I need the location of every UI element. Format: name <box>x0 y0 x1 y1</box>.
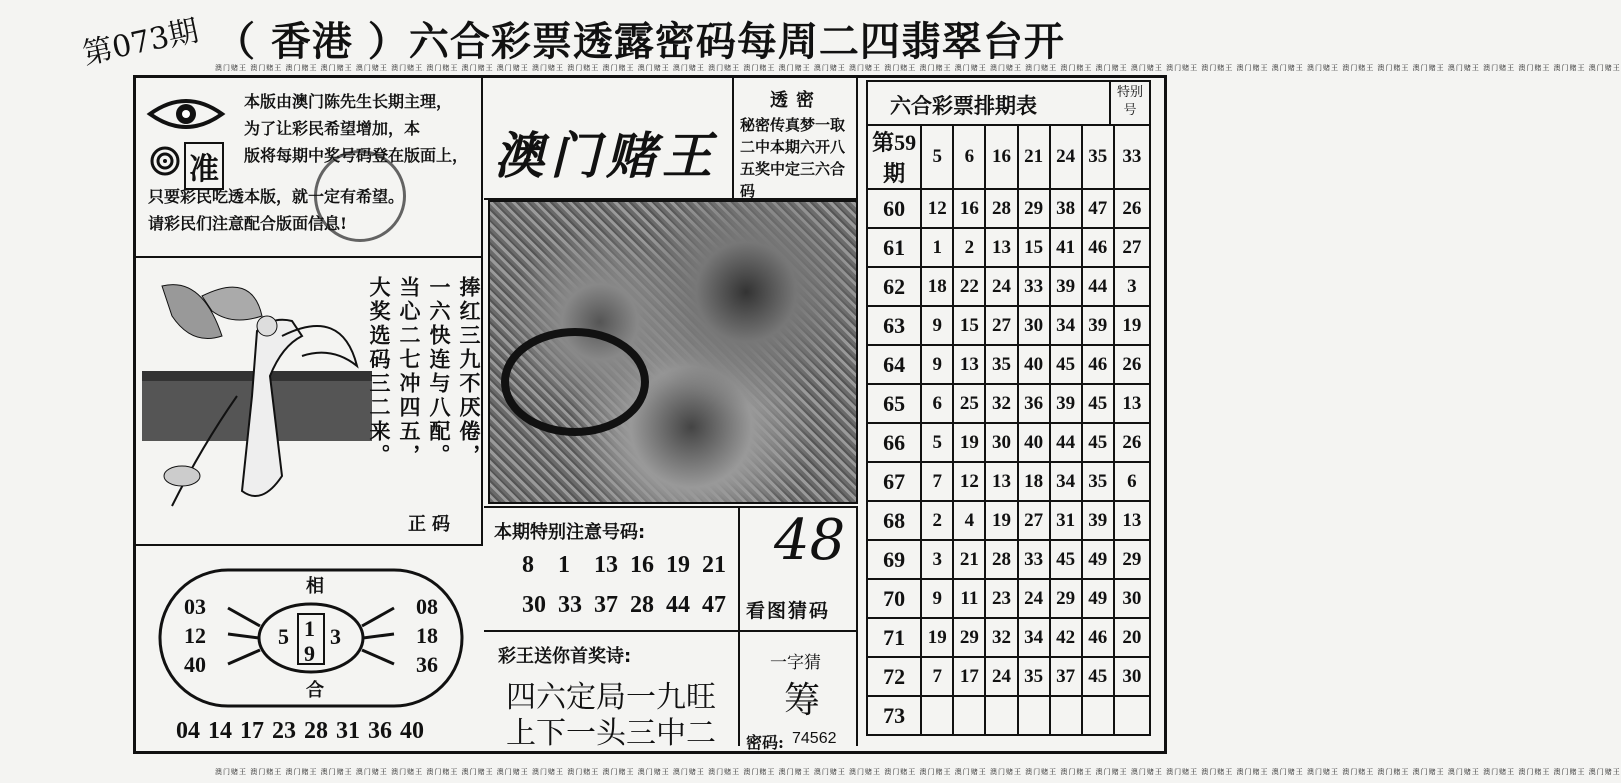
period-cell: 73 <box>867 696 921 735</box>
intro-line-5: 请彩民们注意配合版面信息! <box>148 214 348 233</box>
number-cell: 40 <box>1018 423 1050 462</box>
number-cell: 42 <box>1050 618 1082 657</box>
special-number-cell: 3 <box>1114 267 1150 306</box>
special-number-cell: 29 <box>1114 540 1150 579</box>
oval-center-left: 5 <box>278 624 289 649</box>
secret-text: 秘密传真梦一取二中本期六开八五奖中定三六合码 <box>740 116 846 200</box>
picguess-box <box>740 506 858 632</box>
number-cell: 46 <box>1082 228 1114 267</box>
table-row <box>867 125 1150 189</box>
oval-section <box>136 546 481 746</box>
number-cell: 30 <box>1018 306 1050 345</box>
brand-title: 澳门赌王 <box>494 127 718 185</box>
intro-box <box>136 78 483 258</box>
intro-line-4: 只要彩民吃透本版，就一定有希望。 <box>148 187 405 206</box>
period-cell: 64 <box>867 345 921 384</box>
table-row <box>867 306 1150 345</box>
special-number-cell: 30 <box>1114 657 1150 696</box>
number-cell <box>953 696 985 735</box>
intro-line-1: 本版由澳门陈先生长期主理， <box>244 92 453 111</box>
special-number-cell: 19 <box>1114 306 1150 345</box>
stamp-char: 准 <box>184 142 224 190</box>
number-cell: 15 <box>1018 228 1050 267</box>
number-cell: 19 <box>921 618 953 657</box>
number-cell: 32 <box>985 384 1017 423</box>
number-cell: 9 <box>921 579 953 618</box>
riddle-code-label: 密码: <box>746 733 784 752</box>
number-cell: 44 <box>1050 423 1082 462</box>
number-cell: 39 <box>1082 306 1114 345</box>
table-row <box>867 189 1150 228</box>
table-row <box>867 579 1150 618</box>
riddle-code: 74562 <box>792 730 837 747</box>
number-cell: 47 <box>1082 189 1114 228</box>
number-cell: 25 <box>953 384 985 423</box>
table-row <box>867 267 1150 306</box>
oval-right-num-3: 36 <box>416 652 438 677</box>
number-cell: 16 <box>953 189 985 228</box>
special-number-cell: 33 <box>1114 125 1150 189</box>
special-number-cell: 20 <box>1114 618 1150 657</box>
border-strip-bottom: 澳门赌王 澳门赌王 澳门赌王 澳门赌王 澳门赌王 澳门赌王 澳门赌王 澳门赌王 澳门赌王 澳门赌王 澳门赌王 澳门赌王 澳门赌王 澳门赌王 澳门赌王 澳门赌王 澳门赌王 澳门赌王 澳门赌王 澳门赌王 澳门赌王 澳门赌王 澳门赌王 澳门赌王 澳门赌王 澳门赌王 澳门赌王 澳门赌王 澳门赌王 澳门赌王 澳门赌王 澳门赌王 澳门赌王 澳门赌王 澳门赌王 澳门赌王 澳门赌王 澳门赌王 澳门赌王 澳门赌王 <box>215 768 1621 776</box>
table-row <box>867 696 1150 735</box>
secret-label: 透密 <box>770 90 822 111</box>
number-cell: 34 <box>1050 306 1082 345</box>
number-cell: 24 <box>1018 579 1050 618</box>
table-row <box>867 618 1150 657</box>
number-cell: 29 <box>1050 579 1082 618</box>
number-cell: 35 <box>1082 125 1114 189</box>
number-cell: 39 <box>1050 384 1082 423</box>
number-cell: 12 <box>921 189 953 228</box>
oval-center-top: 1 <box>304 616 315 641</box>
number-cell: 6 <box>953 125 985 189</box>
table-row <box>867 657 1150 696</box>
number-cell <box>1050 696 1082 735</box>
number-cell: 28 <box>985 189 1017 228</box>
border-strip-top: 澳门赌王 澳门赌王 澳门赌王 澳门赌王 澳门赌王 澳门赌王 澳门赌王 澳门赌王 澳门赌王 澳门赌王 澳门赌王 澳门赌王 澳门赌王 澳门赌王 澳门赌王 澳门赌王 澳门赌王 澳门赌王 澳门赌王 澳门赌王 澳门赌王 澳门赌王 澳门赌王 澳门赌王 澳门赌王 澳门赌王 澳门赌王 澳门赌王 澳门赌王 澳门赌王 澳门赌王 澳门赌王 澳门赌王 澳门赌王 澳门赌王 澳门赌王 澳门赌王 澳门赌王 澳门赌王 澳门赌王 <box>215 64 1621 72</box>
number-cell: 37 <box>1050 657 1082 696</box>
oval-right-num-2: 18 <box>416 623 438 648</box>
poem-box <box>136 256 483 546</box>
number-cell: 13 <box>985 228 1017 267</box>
special-number-cell: 13 <box>1114 501 1150 540</box>
oval-bottom-numbers: 04 14 17 23 28 31 36 40 <box>176 718 424 744</box>
schedule-table <box>866 124 1151 736</box>
special-number-cell: 30 <box>1114 579 1150 618</box>
number-cell: 18 <box>921 267 953 306</box>
special-number-cell: 26 <box>1114 423 1150 462</box>
number-cell: 9 <box>921 306 953 345</box>
period-cell: 第59期 <box>867 125 921 189</box>
oval-left-num-1: 03 <box>184 594 206 619</box>
table-row <box>867 540 1150 579</box>
number-cell: 7 <box>921 657 953 696</box>
number-cell: 5 <box>921 423 953 462</box>
photo-image <box>488 200 858 504</box>
prize-poem-title: 彩王送你首奖诗: <box>498 646 632 667</box>
table-row <box>867 462 1150 501</box>
period-cell: 61 <box>867 228 921 267</box>
prize-poem-line-2: 上下一头三中二 <box>506 716 716 751</box>
number-cell: 31 <box>1050 501 1082 540</box>
prize-poem-line-1: 四六定局一九旺 <box>506 680 716 715</box>
target-icon <box>150 146 180 180</box>
number-cell: 34 <box>1018 618 1050 657</box>
period-cell: 71 <box>867 618 921 657</box>
period-cell: 68 <box>867 501 921 540</box>
brand-box <box>484 78 734 200</box>
period-cell: 60 <box>867 189 921 228</box>
number-cell: 15 <box>953 306 985 345</box>
number-cell: 27 <box>985 306 1017 345</box>
number-cell: 40 <box>1018 345 1050 384</box>
number-cell: 32 <box>985 618 1017 657</box>
number-cell: 9 <box>921 345 953 384</box>
poem-col-4: 大奖选码三二来。 <box>367 276 391 468</box>
period-cell: 66 <box>867 423 921 462</box>
number-cell: 33 <box>1018 540 1050 579</box>
oval-center-bottom: 9 <box>304 641 315 666</box>
number-cell: 1 <box>921 228 953 267</box>
number-cell: 18 <box>1018 462 1050 501</box>
number-cell: 39 <box>1082 501 1114 540</box>
number-cell: 41 <box>1050 228 1082 267</box>
period-cell: 72 <box>867 657 921 696</box>
number-cell: 23 <box>985 579 1017 618</box>
special-number-cell: 27 <box>1114 228 1150 267</box>
picguess-label: 看图猜码 <box>746 600 831 622</box>
number-cell: 2 <box>953 228 985 267</box>
oval-left-num-3: 40 <box>184 652 206 677</box>
schedule-title: 六合彩票排期表 <box>890 94 1037 118</box>
number-cell: 35 <box>985 345 1017 384</box>
page-title: （ 香港 ）六合彩票透露密码每周二四翡翠台开 <box>215 19 1065 65</box>
handwritten-number: 48 <box>774 508 846 573</box>
number-cell: 16 <box>985 125 1017 189</box>
number-cell: 46 <box>1082 618 1114 657</box>
special-title: 本期特别注意号码: <box>494 522 646 543</box>
number-cell: 45 <box>1050 540 1082 579</box>
oval-bottom-char: 合 <box>306 680 324 701</box>
period-cell: 62 <box>867 267 921 306</box>
number-cell: 5 <box>921 125 953 189</box>
riddle-box <box>740 630 858 752</box>
number-cell: 11 <box>953 579 985 618</box>
period-cell: 63 <box>867 306 921 345</box>
number-cell: 44 <box>1082 267 1114 306</box>
illustration-figure <box>142 276 372 526</box>
period-cell: 65 <box>867 384 921 423</box>
schedule-title-box <box>866 80 1111 124</box>
number-cell: 22 <box>953 267 985 306</box>
number-cell: 2 <box>921 501 953 540</box>
number-cell: 29 <box>1018 189 1050 228</box>
number-cell: 12 <box>953 462 985 501</box>
special-number-cell: 26 <box>1114 189 1150 228</box>
number-cell: 13 <box>953 345 985 384</box>
number-cell: 28 <box>985 540 1017 579</box>
poem-col-3: 当心二七冲四五， <box>397 276 421 468</box>
number-cell: 6 <box>921 384 953 423</box>
period-cell: 70 <box>867 579 921 618</box>
riddle-char: 筹 <box>784 680 821 721</box>
table-row <box>867 384 1150 423</box>
number-cell: 39 <box>1050 267 1082 306</box>
special-col-label: 特别号 <box>1116 85 1143 118</box>
oval-top-char: 相 <box>306 576 324 597</box>
number-cell: 49 <box>1082 579 1114 618</box>
number-cell <box>985 696 1017 735</box>
poem-col-2: 一六快连与八配。 <box>427 276 451 468</box>
number-cell <box>1018 696 1050 735</box>
table-row <box>867 501 1150 540</box>
table-row <box>867 345 1150 384</box>
period-cell: 67 <box>867 462 921 501</box>
number-cell: 49 <box>1082 540 1114 579</box>
prize-poem-box <box>484 630 740 751</box>
number-cell: 45 <box>1082 423 1114 462</box>
number-cell: 27 <box>1018 501 1050 540</box>
number-cell: 24 <box>985 657 1017 696</box>
eye-icon <box>148 94 224 138</box>
period-cell: 69 <box>867 540 921 579</box>
intro-line-3: 版将每期中奖号码登在版面上， <box>244 146 469 165</box>
special-number-cell: 6 <box>1114 462 1150 501</box>
special-number-cell <box>1114 696 1150 735</box>
number-cell <box>921 696 953 735</box>
table-row <box>867 228 1150 267</box>
number-cell: 29 <box>953 618 985 657</box>
number-cell: 13 <box>985 462 1017 501</box>
special-number-cell: 26 <box>1114 345 1150 384</box>
special-number-cell: 13 <box>1114 384 1150 423</box>
number-cell: 36 <box>1018 384 1050 423</box>
number-cell: 35 <box>1018 657 1050 696</box>
number-cell: 45 <box>1082 657 1114 696</box>
oval-center-right: 3 <box>330 624 341 649</box>
number-cell: 4 <box>953 501 985 540</box>
number-cell: 45 <box>1050 345 1082 384</box>
table-row <box>867 423 1150 462</box>
number-cell: 24 <box>985 267 1017 306</box>
number-cell: 45 <box>1082 384 1114 423</box>
number-cell: 19 <box>953 423 985 462</box>
number-cell: 30 <box>985 423 1017 462</box>
number-cell: 21 <box>953 540 985 579</box>
poem-col-1: 捧红三九不厌倦， <box>457 276 481 468</box>
special-box <box>484 506 740 632</box>
special-row-1: 8 1 13 16 19 21 <box>522 552 726 578</box>
oval-right-num-1: 08 <box>416 594 438 619</box>
number-cell: 35 <box>1082 462 1114 501</box>
issue-number: 第073期 <box>79 13 202 73</box>
intro-line-2: 为了让彩民希望增加，本 <box>244 119 421 138</box>
number-cell: 38 <box>1050 189 1082 228</box>
number-cell: 46 <box>1082 345 1114 384</box>
secret-box <box>734 78 858 200</box>
poem-label: 正码 <box>408 514 456 535</box>
riddle-label: 一字猜 <box>770 653 821 673</box>
number-cell: 21 <box>1018 125 1050 189</box>
number-cell <box>1082 696 1114 735</box>
number-cell: 24 <box>1050 125 1082 189</box>
number-cell: 7 <box>921 462 953 501</box>
number-cell: 3 <box>921 540 953 579</box>
number-cell: 17 <box>953 657 985 696</box>
number-cell: 33 <box>1018 267 1050 306</box>
oval-left-num-2: 12 <box>184 623 206 648</box>
special-row-2: 30 33 37 28 44 47 <box>522 592 726 618</box>
number-cell: 19 <box>985 501 1017 540</box>
special-col-header <box>1109 80 1151 124</box>
number-cell: 34 <box>1050 462 1082 501</box>
